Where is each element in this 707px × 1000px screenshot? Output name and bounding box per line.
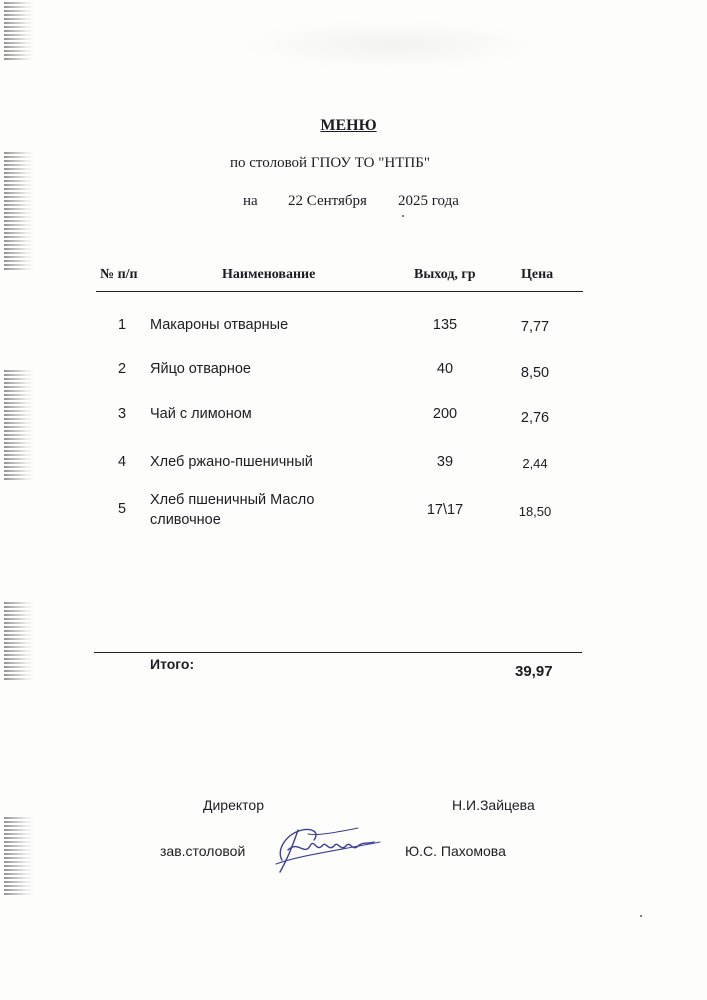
scan-bleed	[240, 20, 540, 70]
row-name: Чай с лимоном	[150, 406, 252, 422]
page-title: МЕНЮ	[320, 117, 377, 134]
header-num: № п/п	[100, 267, 138, 282]
canteen-manager-name: Ю.С. Пахомова	[405, 843, 506, 859]
header-price: Цена	[521, 267, 554, 282]
row-num: 1	[118, 317, 127, 333]
row-price: 2,76	[520, 410, 550, 426]
date-day-month: 22 Сентября	[288, 193, 367, 209]
scan-artifact	[4, 150, 34, 270]
header-name: Наименование	[222, 267, 316, 282]
total-divider	[94, 652, 582, 653]
total-value: 39,97	[515, 663, 553, 680]
row-price: 8,50	[520, 365, 550, 381]
row-output: 17\17	[426, 502, 464, 518]
row-price: 7,77	[520, 319, 550, 335]
header-divider	[96, 291, 583, 292]
scan-artifact	[4, 370, 34, 480]
row-output: 40	[436, 361, 454, 377]
row-num: 5	[118, 501, 127, 517]
row-price: 2,44	[522, 456, 548, 471]
row-num: 4	[118, 454, 127, 470]
row-output: 39	[436, 454, 454, 470]
date-prefix: на	[243, 193, 258, 209]
row-name: Хлеб ржано-пшеничный	[150, 454, 313, 470]
handwritten-signature	[268, 820, 388, 878]
director-title: Директор	[203, 797, 264, 813]
page-subtitle: по столовой ГПОУ ТО "НТПБ"	[230, 155, 430, 171]
row-name: Макароны отварные	[150, 317, 289, 333]
scan-artifact	[4, 600, 34, 680]
scan-speck	[640, 915, 642, 917]
row-price: 18,50	[518, 504, 552, 519]
scan-artifact	[4, 0, 34, 60]
date-year: 2025 года	[398, 193, 459, 209]
row-name: Яйцо отварное	[150, 361, 251, 377]
scan-artifact	[4, 815, 34, 895]
total-label: Итого:	[150, 656, 195, 672]
row-num: 2	[118, 361, 127, 377]
director-name: Н.И.Зайцева	[452, 797, 535, 813]
scan-speck	[402, 215, 404, 217]
row-name: Хлеб пшеничный Масло сливочное	[150, 492, 315, 528]
row-num: 3	[118, 406, 127, 422]
header-output: Выход, гр	[414, 267, 476, 282]
canteen-manager-title: зав.столовой	[160, 843, 246, 859]
row-output: 135	[432, 317, 458, 333]
row-output: 200	[432, 406, 458, 422]
